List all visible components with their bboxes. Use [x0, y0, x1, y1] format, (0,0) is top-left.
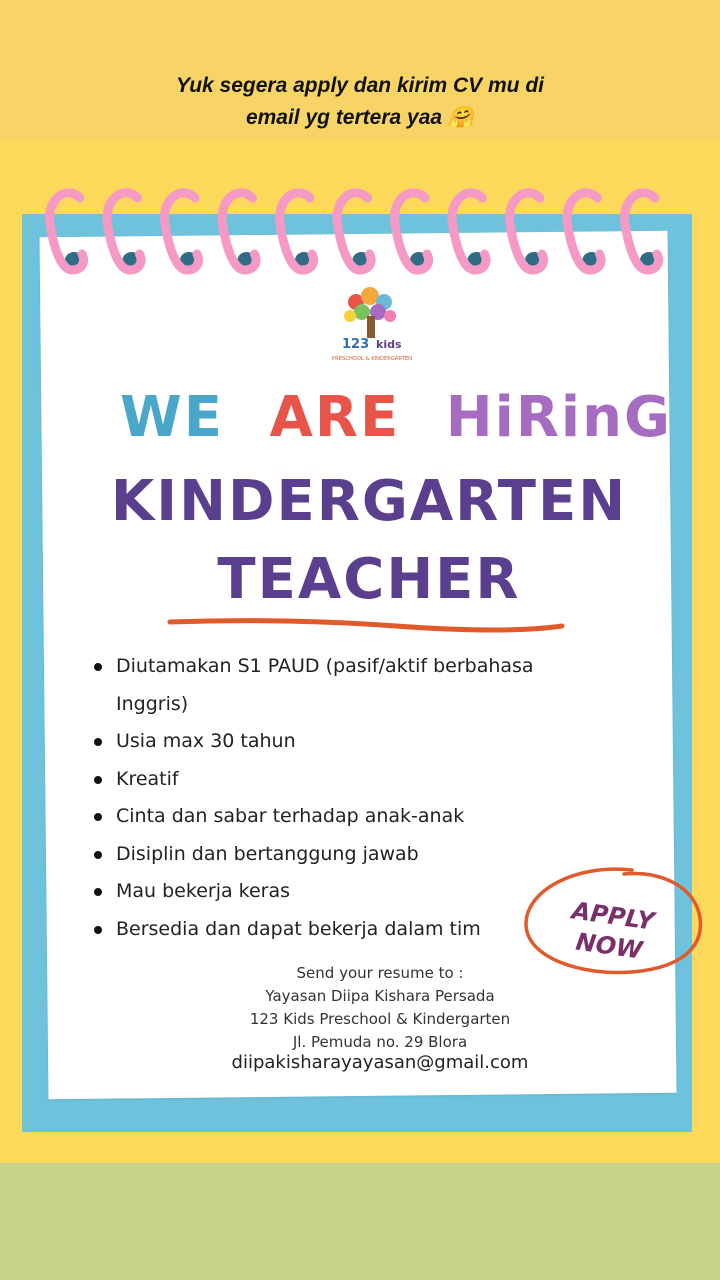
- requirement-item: [92, 723, 572, 761]
- requirement-text: Bersedia dan dapat bekerja dalam tim: [116, 917, 481, 940]
- contact-school: 123 Kids Preschool & Kindergarten: [249, 1010, 511, 1028]
- bullet: [94, 738, 102, 746]
- requirement-item: [92, 836, 572, 874]
- logo-brand-suffix: kids: [376, 338, 402, 351]
- bullet: [94, 776, 102, 784]
- school-logo: [332, 286, 412, 366]
- requirement-item: [92, 873, 572, 911]
- apply-text: APPLY: [570, 896, 657, 936]
- caption-line-1: Yuk segera apply dan kirim CV mu di: [175, 74, 544, 97]
- now-text: NOW: [574, 927, 645, 965]
- logo-tagline: PRESCHOOL & KINDERGARTEN: [331, 356, 413, 362]
- bullet: [94, 888, 102, 896]
- bullet: [94, 851, 102, 859]
- caption-line-2: email yg tertera yaa 🤗: [245, 106, 475, 129]
- requirement-text: Mau bekerja keras: [116, 880, 291, 902]
- requirement-item: [92, 761, 572, 799]
- job-title-line-1: KINDERGARTEN: [110, 469, 628, 534]
- contact-org: Yayasan Diipa Kishara Persada: [265, 987, 495, 1005]
- requirement-text: Disiplin dan bertanggung jawab: [116, 842, 419, 865]
- requirement-item: [92, 798, 572, 836]
- contact-address: Jl. Pemuda no. 29 Blora: [292, 1033, 468, 1051]
- requirement-text: Kreatif: [116, 767, 179, 790]
- contact-intro: Send your resume to :: [296, 964, 464, 982]
- story-caption: [0, 70, 720, 134]
- requirement-text: Usia max 30 tahun: [116, 730, 296, 752]
- apply-now-badge: [512, 862, 708, 980]
- spiral-binding: [40, 178, 680, 288]
- bottom-band: [0, 1163, 720, 1280]
- contact-email: diipakisharayayasan@gmail.com: [231, 1052, 529, 1073]
- requirement-text-continued: Inggris): [116, 692, 189, 715]
- logo-brand: 123: [342, 337, 370, 352]
- bullet: [94, 926, 102, 934]
- bullet: [94, 663, 102, 671]
- requirements-list: [92, 648, 572, 948]
- job-title-line-2: TEACHER: [217, 547, 521, 612]
- requirement-text: Diutamakan S1 PAUD (pasif/aktif berbahasa: [116, 655, 534, 677]
- hiring-word-we: WE: [120, 385, 225, 450]
- requirement-item: [92, 648, 572, 723]
- we-are-hiring-headline: [120, 384, 672, 450]
- title-underline: [166, 612, 566, 638]
- requirement-item: [92, 911, 572, 949]
- hiring-word-are: ARE: [269, 385, 401, 450]
- bullet: [94, 813, 102, 821]
- requirement-text: Cinta dan sabar terhadap anak-anak: [116, 805, 465, 827]
- hiring-word-hiring: HiRinG: [445, 385, 672, 450]
- svg-text:WE ARE HiRinG: [120, 385, 672, 450]
